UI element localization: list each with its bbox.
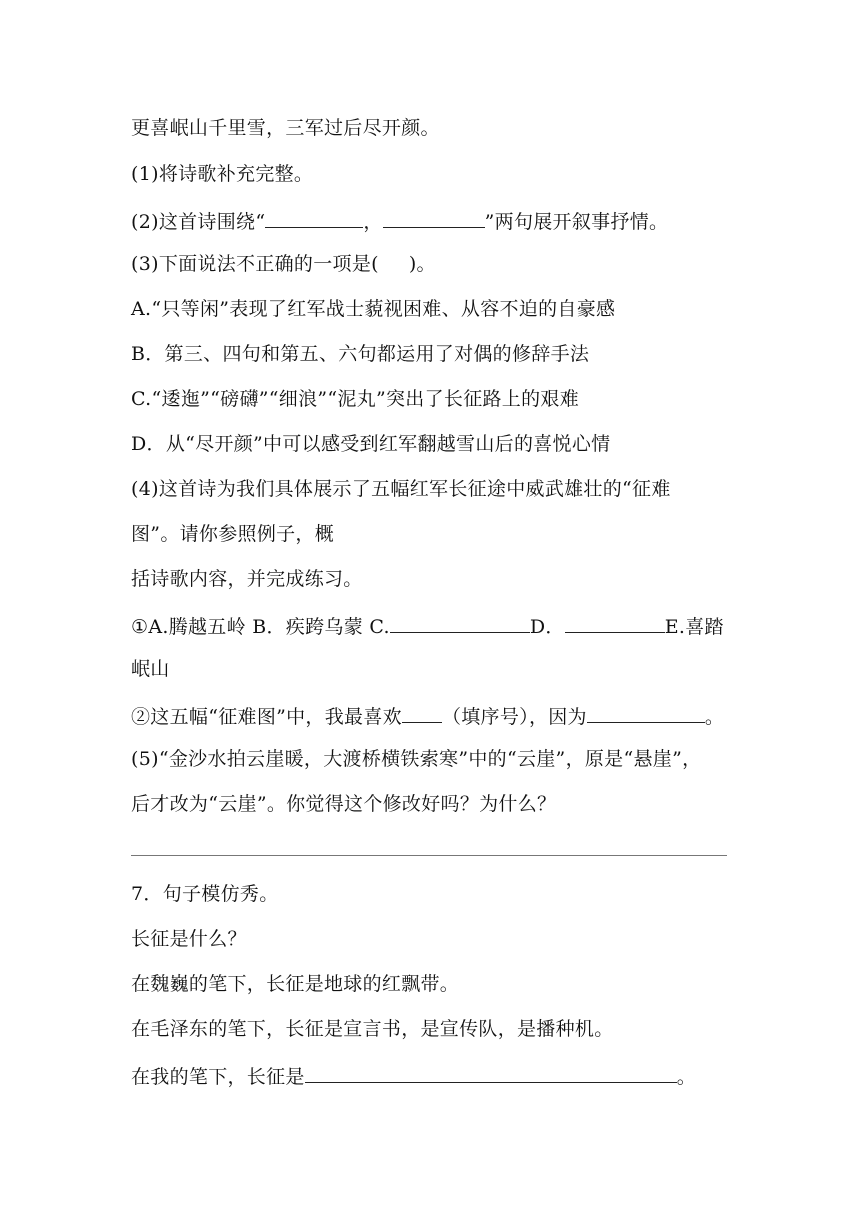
answer-blank-line-1[interactable] bbox=[265, 207, 363, 228]
sub-1-text-b: D． bbox=[529, 616, 565, 638]
question-1: (1)将诗歌补充完整。 bbox=[131, 163, 314, 185]
sub-1-text-a: ①A.腾越五岭 B．疾跨乌蒙 C. bbox=[131, 616, 390, 638]
question-2-text-c: ”两句展开叙事抒情。 bbox=[484, 211, 669, 233]
question-7-title: 7．句子模仿秀。 bbox=[131, 883, 279, 905]
question-5-line-1: (5)“金沙水拍云崖暖，大渡桥横铁索寒”中的“云崖”，原是“悬崖”， bbox=[131, 748, 702, 770]
answer-rule-line[interactable] bbox=[131, 855, 727, 856]
example-sentence-1: 在魏巍的笔下，长征是地球的红飘带。 bbox=[131, 973, 460, 995]
sub-2-text-c: 。 bbox=[704, 706, 725, 728]
poem-last-line: 更喜岷山千里雪，三军过后尽开颜。 bbox=[131, 117, 440, 139]
question-4-sub-1 bbox=[131, 612, 724, 639]
answer-blank-imitation[interactable] bbox=[305, 1062, 677, 1083]
sub-2-text-a: ②这五幅“征难图”中，我最喜欢 bbox=[131, 706, 402, 728]
question-4-sub-1-wrap: 岷山 bbox=[131, 658, 170, 680]
imitation-text-b: 。 bbox=[676, 1066, 697, 1088]
sub-2-text-b: （填序号），因为 bbox=[441, 706, 587, 728]
answer-blank-number[interactable] bbox=[402, 702, 442, 723]
option-b: B．第三、四句和第五、六句都运用了对偶的修辞手法 bbox=[131, 343, 590, 365]
question-2-text-a: (2)这首诗围绕“ bbox=[131, 211, 266, 233]
question-2 bbox=[131, 207, 668, 234]
question-4-line-2: 图”。请你参照例子，概 bbox=[131, 523, 335, 545]
question-3-text-a: (3)下面说法不正确的一项是( bbox=[131, 253, 379, 275]
example-sentence-2: 在毛泽东的笔下，长征是宣言书，是宣传队，是播种机。 bbox=[131, 1018, 614, 1040]
answer-blank-reason[interactable] bbox=[587, 702, 705, 723]
option-c: C.“逶迤”“磅礴”“细浪”“泥丸”突出了长征路上的艰难 bbox=[131, 388, 580, 410]
question-4-line-1: (4)这首诗为我们具体展示了五幅红军长征途中威武雄壮的“征难 bbox=[131, 478, 671, 500]
sub-1-text-c: E.喜踏 bbox=[664, 616, 724, 638]
question-3 bbox=[131, 252, 436, 276]
question-3-text-b: )。 bbox=[408, 253, 436, 275]
question-2-text-b: ， bbox=[363, 211, 383, 233]
option-d: D．从“尽开颜”中可以感受到红军翻越雪山后的喜悦心情 bbox=[131, 433, 611, 455]
question-4-line-3: 括诗歌内容，并完成练习。 bbox=[131, 568, 363, 590]
question-4-sub-2 bbox=[131, 702, 724, 729]
answer-blank-c[interactable] bbox=[390, 612, 530, 633]
option-a: A.“只等闲”表现了红军战士藐视困难、从容不迫的自豪感 bbox=[131, 298, 616, 320]
imitation-text-a: 在我的笔下，长征是 bbox=[131, 1066, 305, 1088]
question-5-line-2: 后才改为“云崖”。你觉得这个修改好吗？为什么？ bbox=[131, 793, 557, 815]
answer-blank-line-2[interactable] bbox=[383, 207, 485, 228]
answer-blank-d[interactable] bbox=[565, 612, 665, 633]
imitation-sentence bbox=[131, 1062, 696, 1089]
question-7-prompt: 长征是什么？ bbox=[131, 928, 247, 950]
